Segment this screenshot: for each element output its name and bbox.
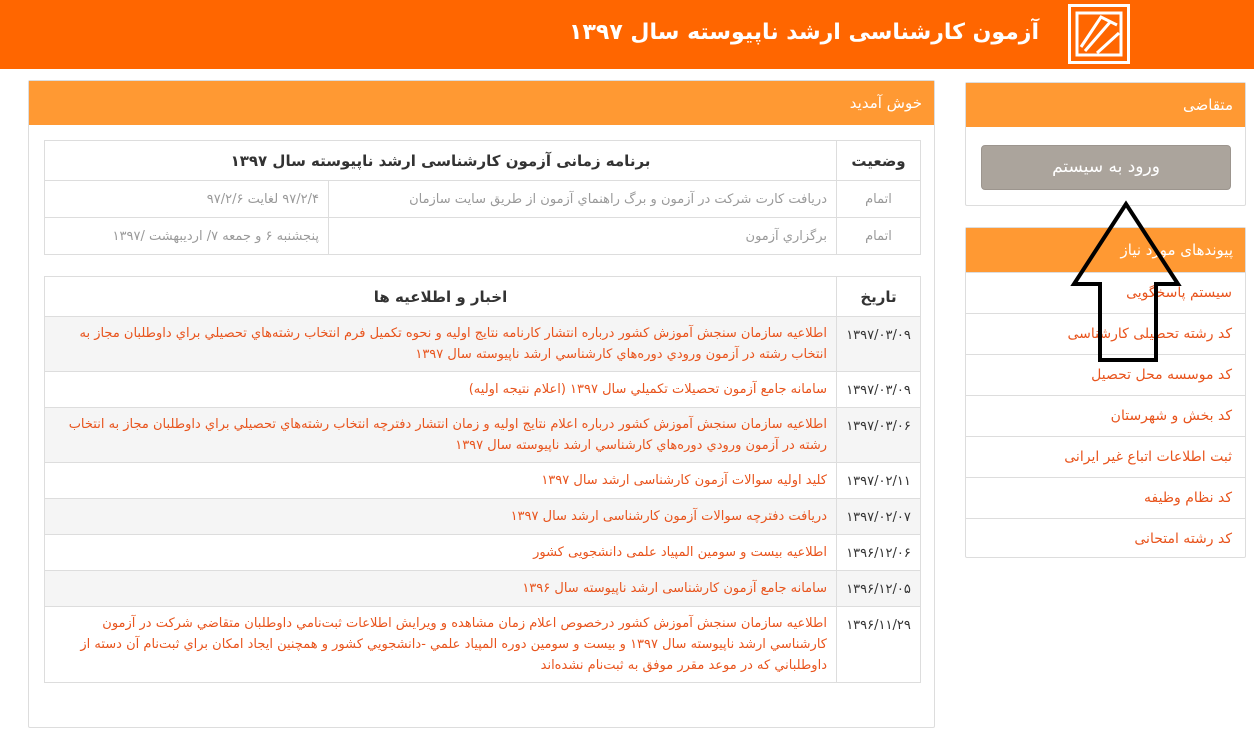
schedule-row (45, 181, 921, 218)
schedule-event: برگزاري آزمون (329, 218, 837, 255)
link-item[interactable]: کد رشته تحصیلی کارشناسی (966, 313, 1245, 354)
news-date: ۱۳۹۷/۰۳/۰۹ (837, 372, 921, 408)
welcome-panel (28, 80, 935, 728)
news-date: ۱۳۹۶/۱۱/۲۹ (837, 607, 921, 683)
news-row (45, 607, 921, 683)
links-panel-title: پیوندهای مورد نیاز (966, 228, 1245, 272)
top-header (0, 0, 1254, 69)
news-date: ۱۳۹۷/۰۲/۱۱ (837, 463, 921, 499)
status-column-header: وضعیت (837, 141, 921, 181)
logo-icon (1068, 4, 1130, 64)
date-column-header: تاریخ (837, 277, 921, 317)
schedule-status: اتمام (837, 181, 921, 218)
link-item[interactable]: ثبت اطلاعات اتباع غیر ایرانی (966, 436, 1245, 477)
login-button[interactable]: ورود به سیستم (981, 145, 1231, 190)
link-item[interactable]: کد رشته امتحانی (966, 518, 1245, 559)
news-row (45, 499, 921, 535)
link-item[interactable]: کد نظام وظیفه (966, 477, 1245, 518)
news-date: ۱۳۹۶/۱۲/۰۵ (837, 571, 921, 607)
welcome-panel-title: خوش آمديد (29, 81, 934, 125)
news-link[interactable]: اطلاعيه سازمان سنجش آموزش کشور درباره اعلام نتايج اوليه و زمان انتشار دفترچه انتخاب رشته‌هاي تحصيلي براي داوطلبان مجاز به انتخاب رشته در آزمون ورودي دوره‌هاي كارشناسي ارشد ناپيوسته سال ۱۳۹۷ (45, 408, 837, 463)
news-date: ۱۳۹۷/۰۳/۰۹ (837, 317, 921, 372)
news-row (45, 463, 921, 499)
schedule-date: ۹۷/۲/۴ لغايت ۹۷/۲/۶ (45, 181, 329, 218)
links-panel (965, 227, 1246, 558)
applicant-panel-title: متقاضی (966, 83, 1245, 127)
news-row (45, 408, 921, 463)
schedule-date: پنجشنبه ۶ و جمعه ۷/ ارديبهشت /۱۳۹۷ (45, 218, 329, 255)
schedule-table (44, 140, 921, 255)
schedule-title: برنامه زمانی آزمون کارشناسی ارشد ناپیوسته سال ۱۳۹۷ (45, 141, 837, 181)
applicant-panel (965, 82, 1246, 206)
schedule-status: اتمام (837, 218, 921, 255)
news-link[interactable]: اطلاعیه بیست و سومین المپیاد علمی دانشجویی کشور (45, 535, 837, 571)
news-table (44, 276, 921, 683)
news-date: ۱۳۹۷/۰۳/۰۶ (837, 408, 921, 463)
news-link[interactable]: سامانه جامع آزمون تحصيلات تكميلي سال ۱۳۹۷ (اعلام نتيجه اوليه) (45, 372, 837, 408)
news-link[interactable]: کلید اولیه سوالات آزمون کارشناسی ارشد سال ۱۳۹۷ (45, 463, 837, 499)
news-row (45, 535, 921, 571)
link-item[interactable]: سیستم پاسخگویی (966, 272, 1245, 313)
news-date: ۱۳۹۷/۰۲/۰۷ (837, 499, 921, 535)
schedule-row (45, 218, 921, 255)
site-title: آزمون کارشناسی ارشد ناپیوسته سال ۱۳۹۷ (569, 20, 1039, 45)
news-link[interactable]: سامانه جامع آزمون کارشناسی ارشد ناپیوسته سال ۱۳۹۶ (45, 571, 837, 607)
news-link[interactable]: اطلاعيه سازمان سنجش آموزش کشور درباره انتشار کارنامه نتايج اوليه و نحوه تكميل فرم انتخاب رشته‌هاي تحصيلي براي داوطلبان مجاز به انتخاب رشته در آزمون ورودي دوره‌هاي كارشناسي ارشد ناپيوسته سال ۱۳۹۷ (45, 317, 837, 372)
news-row (45, 571, 921, 607)
news-column-header: اخبار و اطلاعیه ها (45, 277, 837, 317)
news-row (45, 372, 921, 408)
link-item[interactable]: کد موسسه محل تحصیل (966, 354, 1245, 395)
news-row (45, 317, 921, 372)
links-list (966, 272, 1245, 559)
news-link[interactable]: اطلاعيه سازمان سنجش آموزش کشور درخصوص اعلام زمان مشاهده و ويرايش اطلاعات ثبت‌نامي داوطلبان متقاضي شركت در آزمون كارشناسي ارشد ناپيوسته سال ۱۳۹۷ و بيست و سومين دوره المپياد علمي -دانشجويي كشور و همچنين ايجاد امكان براي ثبت‌نام آن دسته از داوطلباني كه در موعد مقرر موفق به ثبت‌نام نشده‌اند (45, 607, 837, 683)
news-date: ۱۳۹۶/۱۲/۰۶ (837, 535, 921, 571)
news-link[interactable]: دریافت دفترچه سوالات آزمون کارشناسی ارشد سال ۱۳۹۷ (45, 499, 837, 535)
schedule-event: دريافت کارت شرکت در آزمون و برگ راهنماي آزمون از طريق سايت سازمان (329, 181, 837, 218)
link-item[interactable]: کد بخش و شهرستان (966, 395, 1245, 436)
